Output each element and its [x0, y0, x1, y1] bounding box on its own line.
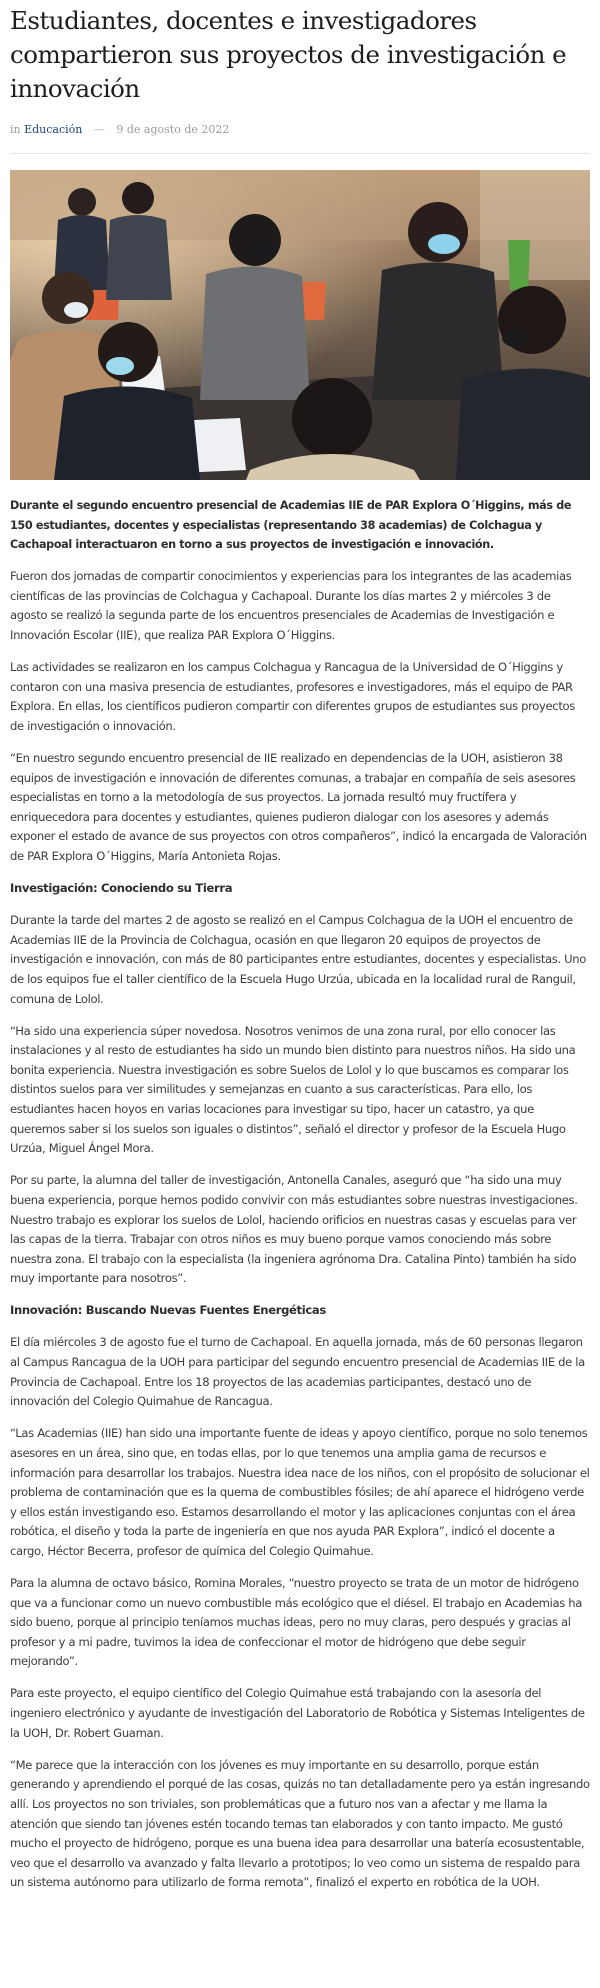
paragraph: “En nuestro segundo encuentro presencial de IIE realizado en dependencias de la UOH, asistieron 38 equipos de investigación e innovación de diferentes comunas, a trabajar en compañía de seis asesores especialistas en torno a la metodología de sus proyectos. La jornada resultó muy fructífera y enriquecedora para docentes y estudiantes, quienes pudieron dialogar con los asesores y además exponer el estado de avance de sus proyectos con otros compañeros”, indicó la encargada de Valoración de PAR Explora O´Higgins, María Antonieta Rojas. — [10, 751, 587, 863]
section-heading-investigacion: Investigación: Conociendo su Tierra — [10, 881, 233, 896]
featured-photo — [10, 170, 590, 480]
paragraph: Por su parte, la alumna del taller de investigación, Antonella Canales, aseguró que “ha sido una muy buena experiencia, porque hemos podido convivir con más estudiantes sobre nuestras investigaciones. Nuestro trabajo es explorar los suelos de Lolol, haciendo orificios en nuestras casas y escuelas para ver las capas de la tierra. Trabajar con otros niños es muy bueno porque vamos conociendo más sobre nuestra zona. El trabajo con la especialista (la ingeniera agrónoma Dra. Catalina Pinto) también ha sido muy importante para nosotros”. — [10, 1173, 578, 1286]
paragraph: Para este proyecto, el equipo científico del Colegio Quimahue está trabajando con la asesoría del ingeniero electrónico y ayudante de investigación del Laboratorio de Robótica y Sistemas Inteligentes de la UOH, Dr. Robert Guaman. — [10, 1686, 585, 1740]
meta-separator: — — [93, 123, 105, 136]
article-body — [10, 496, 590, 1893]
paragraph: Las actividades se realizaron en los campus Colchagua y Rancagua de la Universidad de O´Higgins y contaron con una masiva presencia de estudiantes, profesores e investigadores, más el equipo de PAR Explora. En ellas, los científicos pudieron compartir con diferentes grupos de estudiantes sus proyectos de investigación o innovación. — [10, 660, 575, 733]
paragraph: “Las Academias (IIE) han sido una importante fuente de ideas y apoyo científico, porque no solo tenemos asesores en un área, sino que, en todas ellas, por lo que tenemos una amplia gama de recursos e información para desarrollar los trabajos. Nuestra idea nace de los niños, con el propósito de solucionar el problema de contaminación que es la quema de combustibles fósiles; de ahí aparece el hidrógeno verde y ellos están investigando eso. Estamos desarrollando el motor y las aplicaciones conjuntas con el área robótica, el diseño y toda la parte de ingeniería en que nos ayuda PAR Explora”, indicó el docente a cargo, Héctor Becerra, profesor de química del Colegio Quimahue. — [10, 1426, 590, 1558]
paragraph: “Me parece que la interacción con los jóvenes es muy importante en su desarrollo, porque están generando y aprendiendo el porqué de las cosas, quizás no tan detalladamente pero ya están ingresando allí. Los proyectos no son triviales, son problemáticas que a futuro nos van a afectar y me llama la atención que siendo tan jóvenes estén tocando temas tan elaborados y con tanto impacto. Me gustó mucho el proyecto de hidrógeno, porque es una buena idea para desarrollar una batería ecosustentable, veo que el desarrollo va avanzado y falta llevarlo a prototipos; lo veo como un sistema de respaldo para un sistema autónomo para utilizarlo de forma remota”, finalizó el experto en robótica de la UOH. — [10, 1757, 590, 1890]
publish-date: 9 de agosto de 2022 — [116, 123, 230, 136]
header-divider — [10, 153, 590, 154]
paragraph: El día miércoles 3 de agosto fue el turno de Cachapoal. En aquella jornada, más de 60 personas llegaron al Campus Rancagua de la UOH para participar del segundo encuentro presencial de Academias IIE de la Provincia de Cachapoal. Entre los 18 proyectos de las academias participantes, destacó uno de innovación del Colegio Quimahue de Rancagua. — [10, 1335, 585, 1409]
section-heading-innovacion: Innovación: Buscando Nuevas Fuentes Energéticas — [10, 1303, 326, 1318]
category-link[interactable]: Educación — [24, 123, 83, 136]
article-meta — [10, 123, 590, 136]
article-title: Estudiantes, docentes e investigadores compartieron sus proyectos de investigación e innovación — [10, 6, 567, 103]
paragraph: Durante la tarde del martes 2 de agosto se realizó en el Campus Colchagua de la UOH el encuentro de Academias IIE de la Provincia de Colchagua, ocasión en que llegaron 20 equipos de proyectos de investigación e innovación, con más de 80 participantes entre estudiantes, docentes y especialistas. Uno de los equipos fue el taller científico de la Escuela Hugo Urzúa, ubicada en la localidad rural de Ranguil, comuna de Lolol. — [10, 913, 587, 1006]
article-lead: Durante el segundo encuentro presencial de Academias IIE de PAR Explora O´Higgins, más de 150 estudiantes, docentes y especialistas (representando 38 academias) de Colchagua y Cachapoal interactuaron en torno a sus proyectos de investigación e innovación. — [10, 499, 572, 552]
paragraph: “Ha sido una experiencia súper novedosa. Nosotros venimos de una zona rural, por ello conocer las instalaciones y al resto de estudiantes ha sido un mundo bien distinto para nuestros niños. Ha sido una bonita experiencia. Nuestra investigación es sobre Suelos de Lolol y lo que buscamos es comparar los distintos suelos para ver similitudes y semejanzas en cuanto a sus características. Para ello, los estudiantes hacen hoyos en varias locaciones para investigar su tipo, hacer un catastro, ya que queremos saber si los suelos son iguales o distintos”, señaló el director y profesor de la Escuela Hugo Urzúa, Miguel Ángel Mora. — [10, 1023, 576, 1156]
paragraph: Fueron dos jornadas de compartir conocimientos y experiencias para los integrantes de las academias científicas de las provincias de Colchagua y Cachapoal. Durante los días martes 2 y miércoles 3 de agosto se realizó la segunda parte de los encuentros presenciales de Academias de Investigación e Innovación Escolar (IIE), que realiza PAR Explora O´Higgins. — [10, 569, 572, 643]
meta-in-label: in — [10, 123, 21, 136]
paragraph: Para la alumna de octavo básico, Romina Morales, “nuestro proyecto se trata de un motor de hidrógeno que va a funcionar como un nuevo combustible más ecológico que el diésel. El trabajo en Academias ha sido bueno, porque al principio teníamos muchas ideas, pero no muy claras, pero después y gracias al profesor y a mi padre, tuvimos la idea de confeccionar el motor de hidrógeno que debe seguir mejorando”. — [10, 1576, 582, 1669]
